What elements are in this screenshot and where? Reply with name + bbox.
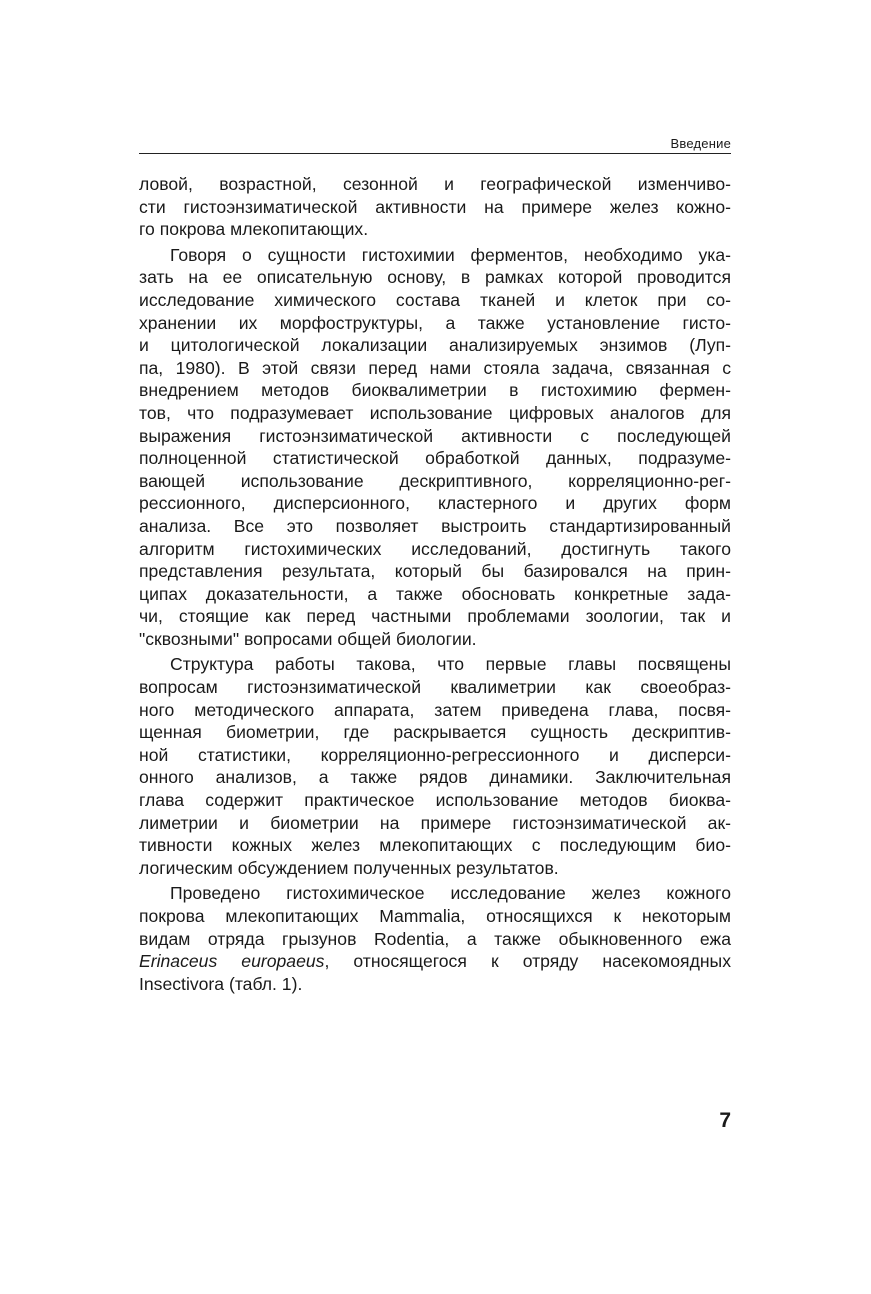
- text-line: и цитологической локализации анализируемых энзимов (Луп-: [139, 335, 731, 356]
- text-line: рессионного, дисперсионного, кластерного и других форм: [139, 493, 731, 514]
- running-head-title: Введение: [670, 136, 731, 151]
- text-line: сти гистоэнзиматической активности на примере желез кожно-: [139, 196, 731, 217]
- text-line: алгоритм гистохимических исследований, достигнуть такого: [139, 538, 731, 559]
- text-line: исследование химического состава тканей и клеток при со-: [139, 289, 731, 310]
- text-line: зать на ее описательную основу, в рамках которой проводится: [139, 267, 731, 288]
- text-line: тивности кожных желез млекопитающих с последующим био-: [139, 835, 731, 856]
- text-line: па, 1980). В этой связи перед нами стояла задача, связанная с: [139, 357, 731, 378]
- text-line: вающей использование дескриптивного, корреляционно-рег-: [139, 470, 731, 491]
- text-line: онного анализов, а также рядов динамики. Заключительная: [139, 767, 731, 788]
- text-line-rest: , относящегося к отряду насекомоядных: [324, 951, 731, 972]
- text-line: Говоря о сущности гистохимии ферментов, необходимо ука-: [170, 244, 731, 265]
- text-line: тов, что подразумевает использование цифровых аналогов для: [139, 402, 731, 423]
- text-line: логическим обсуждением полученных результатов.: [139, 857, 559, 878]
- text-line: ного методического аппарата, затем приведена глава, посвя-: [139, 699, 731, 720]
- text-line: лиметрии и биометрии на примере гистоэнзиматической ак-: [139, 812, 731, 833]
- text-line: внедрением методов биоквалиметрии в гистохимию фермен-: [139, 380, 731, 401]
- text-line: Проведено гистохимическое исследование желез кожного: [170, 883, 731, 904]
- text-line: чи, стоящие как перед частными проблемами зоологии, так и: [139, 606, 731, 627]
- text-line: Структура работы такова, что первые главы посвящены: [170, 654, 731, 675]
- text-line: "сквозными" вопросами общей биологии.: [139, 628, 477, 649]
- text-line: хранении их морфоструктуры, а также установление гисто-: [139, 312, 731, 333]
- text-line: представления результата, который бы базировался на прин-: [139, 561, 731, 582]
- text-line-with-italic: [139, 950, 731, 973]
- text-line: полноценной статистической обработкой данных, подразуме-: [139, 448, 731, 469]
- text-line: щенная биометрии, где раскрывается сущность дескриптив-: [139, 722, 731, 743]
- header-rule: [139, 153, 731, 154]
- text-line: видам отряда грызунов Rodentia, а также обыкновенного ежа: [139, 928, 731, 949]
- text-line: выражения гистоэнзиматической активности с последующей: [139, 425, 731, 446]
- italic-species-name: Erinaceus europaeus: [139, 951, 325, 972]
- page-number: 7: [719, 1109, 731, 1132]
- text-line: Insectivora (табл. 1).: [139, 973, 303, 994]
- text-line: ципах доказательности, а также обосновать конкретные зада-: [139, 583, 731, 604]
- text-line: глава содержит практическое использование методов биоква-: [139, 790, 731, 811]
- text-line: покрова млекопитающих Mammalia, относящихся к некоторым: [139, 906, 731, 926]
- text-line: вопросам гистоэнзиматической квалиметрии как своеобраз-: [139, 677, 731, 698]
- text-line: анализа. Все это позволяет выстроить стандартизированный: [139, 515, 731, 536]
- text-line: го покрова млекопитающих.: [139, 219, 369, 240]
- text-line: ной статистики, корреляционно-регрессионного и дисперси-: [139, 744, 731, 765]
- text-line: ловой, возрастной, сезонной и географической изменчиво-: [139, 174, 731, 194]
- body-text: [139, 173, 731, 995]
